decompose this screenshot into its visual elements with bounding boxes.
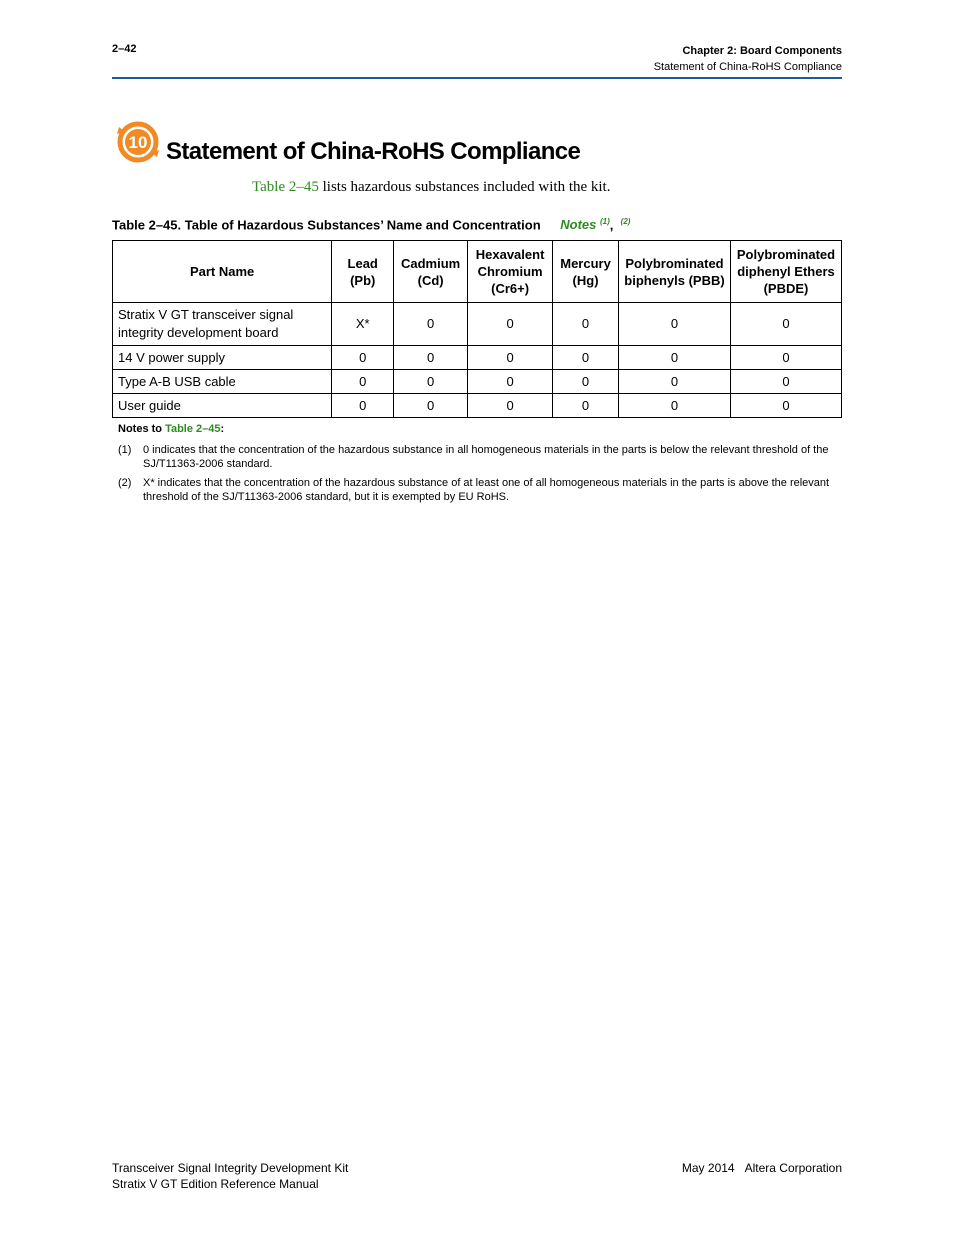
concentration-cell: 0 <box>730 370 841 394</box>
table-header-row <box>113 241 842 303</box>
header-rule <box>112 77 842 79</box>
notes-label: Notes <box>560 217 597 233</box>
concentration-cell: 0 <box>730 346 841 370</box>
column-header-line: Hexavalent <box>475 247 545 262</box>
intro-text: lists hazardous substances included with the kit. <box>318 179 611 195</box>
column-header-line: (Cd) <box>417 272 444 288</box>
concentration-cell: 0 <box>730 303 841 346</box>
note-line: threshold of the SJ/T11363-2006 standard, but it is exempted by EU RoHS. <box>143 491 510 503</box>
column-header <box>332 241 394 303</box>
concentration-cell: 0 <box>394 394 468 418</box>
column-header-line: Cadmium <box>401 255 461 271</box>
concentration-cell: 0 <box>619 370 731 394</box>
part-name-line: 14 V power supply <box>118 349 225 365</box>
chapter-title: Chapter 2: Board Components <box>682 45 842 57</box>
column-header-line: Lead <box>347 255 378 271</box>
column-header-line: (Cr6+) <box>491 281 530 296</box>
concentration-cell: 0 <box>468 303 553 346</box>
notes-table-link[interactable]: Table 2–45 <box>165 423 221 435</box>
table-row <box>113 303 842 346</box>
concentration-cell: 0 <box>619 394 731 418</box>
table-caption <box>112 217 630 232</box>
footer-date: May 2014 <box>681 1161 735 1175</box>
note-ref-1[interactable]: (1) <box>600 217 610 226</box>
part-name-line: User guide <box>118 397 181 413</box>
column-header-line: Mercury <box>560 255 611 271</box>
concentration-cell: 0 <box>468 370 553 394</box>
concentration-cell: 0 <box>553 394 619 418</box>
part-name-cell <box>113 370 332 394</box>
concentration-cell: 0 <box>332 346 394 370</box>
concentration-cell: 0 <box>730 394 841 418</box>
column-header <box>730 241 841 303</box>
running-header <box>654 43 842 75</box>
page-number: 2–42 <box>112 43 137 55</box>
column-header-line: (Hg) <box>572 272 599 288</box>
concentration-cell: 0 <box>553 370 619 394</box>
note-1 <box>118 443 842 471</box>
part-name-cell <box>113 346 332 370</box>
part-name-cell <box>113 303 332 346</box>
column-header-line: diphenyl Ethers <box>737 264 835 279</box>
part-name-line: Type A-B USB cable <box>118 373 236 389</box>
intro-paragraph <box>252 179 610 196</box>
note-line: SJ/T11363-2006 standard. <box>143 458 273 470</box>
column-header-line: (PBDE) <box>763 281 809 296</box>
section-title: Statement of China-RoHS Compliance <box>653 61 842 73</box>
footer-company: Altera Corporation <box>744 1161 842 1175</box>
column-header-line: biphenyls (PBB) <box>624 272 725 288</box>
concentration-cell: 0 <box>332 394 394 418</box>
concentration-cell: 0 <box>619 346 731 370</box>
part-name-line: integrity development board <box>118 325 279 340</box>
column-header-line: Polybrominated <box>736 247 836 262</box>
column-header <box>553 241 619 303</box>
note-line: X* indicates that the concentration of the hazardous substance of at least one of all homogeneous materials in the parts is above the relevant <box>143 477 830 489</box>
part-name-cell <box>113 394 332 418</box>
table-row <box>113 370 842 394</box>
footer-line-2: Stratix V GT Edition Reference Manual <box>112 1177 319 1191</box>
column-header <box>394 241 468 303</box>
table-link[interactable]: Table 2–45 <box>252 179 319 195</box>
table-row <box>113 394 842 418</box>
note-number: (2) <box>118 477 132 489</box>
footer-document-title <box>112 1160 348 1192</box>
china-rohs-10-year-logo-icon <box>113 119 163 165</box>
column-header-line: Part Name <box>189 264 255 279</box>
notes-title <box>118 423 224 435</box>
footer-publisher <box>682 1160 842 1176</box>
footer-line-1: Transceiver Signal Integrity Development Kit <box>112 1161 349 1175</box>
column-header-line: (Pb) <box>350 272 376 288</box>
concentration-cell: 0 <box>394 346 468 370</box>
table-caption-label: Table 2–45. Table of Hazardous Substances’ Name and Concentration <box>112 217 541 233</box>
note-line: 0 indicates that the concentration of the hazardous substance in all homogeneous materials in the parts is below the relevant threshold of the <box>143 444 829 456</box>
column-header <box>468 241 553 303</box>
column-header-line: Chromium <box>477 264 543 279</box>
concentration-cell: 0 <box>394 303 468 346</box>
concentration-cell: 0 <box>332 370 394 394</box>
concentration-cell: 0 <box>553 303 619 346</box>
concentration-cell: 0 <box>468 346 553 370</box>
note-ref-2[interactable]: (2) <box>620 217 631 226</box>
concentration-cell: X* <box>332 303 394 346</box>
note-2 <box>118 476 842 504</box>
part-name-line: Stratix V GT transceiver signal <box>118 307 294 322</box>
column-header <box>619 241 731 303</box>
notes-title-suffix: : <box>220 423 225 435</box>
logo-text: 10 <box>128 133 148 152</box>
page-title: Statement of China-RoHS Compliance <box>166 138 581 165</box>
column-header <box>113 241 332 303</box>
concentration-cell: 0 <box>394 370 468 394</box>
note-number: (1) <box>118 444 132 456</box>
column-header-line: Polybrominated <box>625 255 724 271</box>
concentration-cell: 0 <box>553 346 619 370</box>
concentration-cell: 0 <box>468 394 553 418</box>
note-ref-separator: , <box>609 217 614 233</box>
hazardous-substances-table <box>112 240 842 418</box>
notes-title-prefix: Notes to <box>118 423 166 435</box>
table-row <box>113 346 842 370</box>
concentration-cell: 0 <box>619 303 731 346</box>
